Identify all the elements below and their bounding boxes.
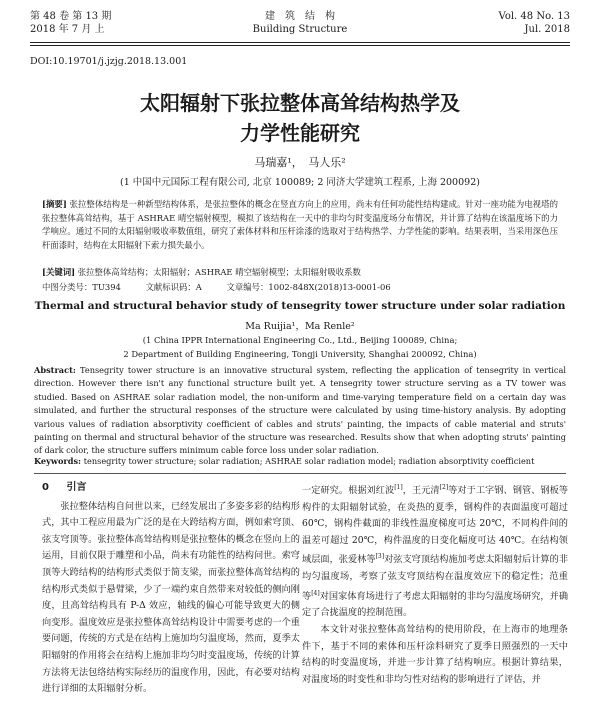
- classification-row: [42, 281, 558, 294]
- volume-issue: 第 48 卷 第 13 期: [30, 11, 112, 22]
- abstract-en-text: Tensegrity tower structure is an innovative structural system, reflecting the application of tensegrity in vertical direction. However there isn't any functional structure built yet. A tensegrity tower structure serving as a TV tower was studied. Based on ASHRAE solar radiation model, the non-uniform and time-varying temperature field on a certain day was simulated, and further the structural responses of the structure were calculated by using time-history analysis. By adopting various values of radiation absorptivity coefficient of cables and struts' painting, the impacts of cable material and struts' painting on thermal and structural behavior of the structure was researched. Results show that when adopting struts' painting of dark color, the structure suffers minimum cable force loss under solar radiation.: [34, 365, 566, 456]
- affiliation-cn: (1 中国中元国际工程有限公司, 北京 100089; 2 同济大学建筑工程系, 上海 200092): [120, 177, 480, 188]
- class-number: 中图分类号：TU394: [42, 282, 121, 292]
- title-cn-line-1: 太阳辐射下张拉整体高耸结构热学及: [140, 91, 460, 115]
- citation-ref: [1]: [394, 484, 403, 491]
- abstract-cn: [42, 198, 558, 252]
- journal-name-en: Building Structure: [252, 24, 348, 35]
- authors-cn: 马瑞嘉¹， 马人乐²: [254, 156, 346, 169]
- section-heading: [42, 480, 300, 497]
- affiliation-en-1: (1 China IPPR International Engineering Co., Ltd., Beijing 100089, China;: [142, 335, 458, 345]
- text-run: 等对于工字钢、钢管、钢板等构件的太阳辐射试验，在炎热的夏季，钢构件的表面温度可超过 60℃，钢构件截面的非线性温度梯度可达 20℃，不同构件间的温差可超过 20℃，构件温度的日变化幅度可达 40℃。在结构领域层面，张爱林等: [302, 485, 569, 566]
- volume-number-en: Vol. 48 No. 13: [498, 11, 570, 22]
- title-cn: [30, 88, 570, 148]
- running-header: [30, 8, 570, 44]
- article-number: 文章编号：1002-848X(2018)13-0001-06: [226, 282, 391, 292]
- keywords-en-label: Keywords:: [34, 456, 82, 466]
- section-divider: [34, 473, 566, 474]
- abstract-cn-text: 张拉整体结构是一种新型结构体系，是张拉整体的概念在竖直方向上的应用，尚未有任何功能性结构建成。针对一座功能为电视塔的张拉整体高耸结构，基于 ASHRAE 晴空辐射模型，模拟了该结构在一天中的非均匀时变温度场分布情况，并计算了结构在该温度场下的力学响应。通过不同的太阳辐射吸收率数值组，研究了索体材料和压杆涂漆的选取对于结构热学、力学性能的影响。结果表明，当采用深色压杆面漆时，结构在太阳辐射下索力损失最小。: [42, 199, 558, 250]
- keywords-cn-label: [关键词]: [42, 267, 76, 277]
- affiliation-en-2: 2 Department of Building Engineering, Tongji University, Shanghai 200092, China): [123, 349, 477, 359]
- doi: DOI:10.19701/j.jzjg.2018.13.001: [30, 56, 188, 67]
- body-column-left: [42, 480, 300, 698]
- body-paragraph: 张拉整体结构自问世以来，已经发展出了多姿多彩的结构形式，其中工程应用最为广泛的是在大跨结构方面，例如索穹顶、弦支穹顶等。张拉整体高耸结构则是张拉整体的概念在竖向上的运用，目前仅限于雕塑和小品，尚未有功能性的结构问世。索穹顶等大跨结构的结构形式类似于简支梁，而张拉整体高耸结构的结构形式类似于悬臂梁，少了一端约束自然带来对较低的侧向刚度，且高耸结构具有 P-Δ 效应，轴线的偏心可能导致更大的侧向变形。温度效应是张拉整体高耸结构设计中需要考虑的一个重要问题，传统的方式是在结构上施加均匀温度场，然而，夏季太阳辐射的作用将会在结构上施加非均匀时变温度场，传统的计算方法将无法包络结构实际经历的温度作用，因此，有必要对结构进行详细的太阳辐射分析。: [42, 500, 300, 695]
- text-run: ，王元清: [402, 485, 440, 497]
- body-paragraph-continued: [302, 480, 568, 622]
- issue-date-en: Jul. 2018: [524, 24, 570, 35]
- abstract-en-label: Abstract:: [34, 365, 76, 375]
- citation-ref: [4]: [311, 589, 320, 597]
- title-cn-line-2: 力学性能研究: [240, 121, 360, 145]
- title-en: Thermal and structural behavior study of tensegrity tower structure under solar radiation: [34, 300, 566, 312]
- issue-date-cn: 2018 年 7 月 上: [30, 24, 105, 35]
- section-number: 0: [42, 482, 49, 493]
- document-code: 文献标识码：A: [145, 282, 202, 292]
- header-rule: [30, 42, 570, 43]
- abstract-cn-label: [摘要]: [42, 199, 67, 209]
- text-run: 一定研究。根据刘红波: [302, 485, 395, 497]
- keywords-cn: [42, 266, 558, 279]
- body-paragraph: 本文针对张拉整体高耸结构的使用阶段，在上海市的地理条件下，基于不同的索体和压杆涂料研究了夏季日照强烈的一天中结构的时变温度场，并进一步计算了结构响应。根据计算结果，对温度场的时变性和非均匀性对结构的影响进行了评估，并: [302, 623, 568, 685]
- authors-en: Ma Ruijia¹，Ma Renle²: [245, 321, 355, 332]
- journal-name-cn: 建 筑 结 构: [265, 11, 335, 22]
- text-run: 对弦支穹顶结构施加考虑太阳辐射后计算的非均匀温度场，考察了弦支穹顶结构在温度效应下的稳定性；范重等: [302, 554, 569, 602]
- journal-name: [30, 10, 570, 36]
- keywords-en: [34, 455, 566, 467]
- text-run: 对国家体育场进行了考虑太阳辐射的非均匀温度场研究，并确定了合拢温度的控制范围。: [302, 590, 569, 619]
- citation-ref: [2]: [439, 484, 449, 491]
- abstract-en: [34, 364, 566, 458]
- body-column-right: [302, 480, 568, 688]
- header-rule-thin: [30, 45, 570, 46]
- journal-volume-en: [499, 10, 570, 36]
- keywords-cn-text: 张拉整体高耸结构；太阳辐射；ASHRAE 晴空辐射模型；太阳辐射吸收系数: [77, 267, 361, 277]
- keywords-en-text: tensegrity tower structure; solar radiation; ASHRAE solar radiation model; radiation absorptivity coefficient: [83, 456, 535, 466]
- citation-ref: [3]: [375, 553, 385, 561]
- section-title: 引言: [66, 482, 87, 493]
